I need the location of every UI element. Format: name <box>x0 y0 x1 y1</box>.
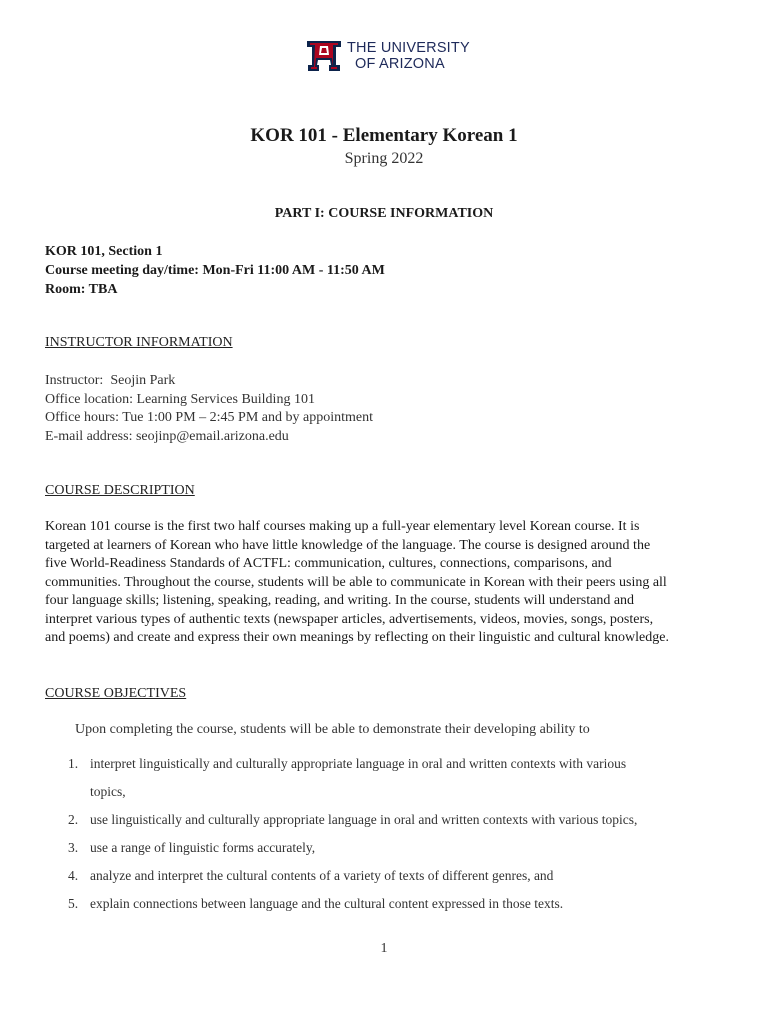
email-address: E-mail address: seojinp@email.arizona.edu <box>45 428 289 444</box>
objectives-intro: Upon completing the course, students will be able to demonstrate their developing ability to <box>75 722 590 737</box>
instructor-heading: INSTRUCTOR INFORMATION <box>45 335 233 350</box>
list-item <box>45 862 735 890</box>
logo-line-1: THE UNIVERSITY <box>347 40 470 56</box>
list-item <box>45 750 735 806</box>
description-line: five World-Readiness Standards of ACTFL: communication, cultures, connections, comparisons, and <box>45 556 612 571</box>
objectives-list <box>45 750 735 918</box>
description-line: Korean 101 course is the first two half courses making up a full-year elementary level Korean course. It is <box>45 519 640 534</box>
description-line: and poems) and create and express their own meanings by reflecting on their linguistic and cultural knowledge. <box>45 630 669 645</box>
description-line: communities. Throughout the course, students will be able to communicate in Korean with their peers using all <box>45 574 667 590</box>
document-subtitle: Spring 2022 <box>344 150 424 167</box>
course-section: KOR 101, Section 1 <box>45 244 163 259</box>
document-title: KOR 101 - Elementary Korean 1 <box>250 125 518 146</box>
list-number: 5. <box>68 896 79 911</box>
list-item <box>45 806 735 834</box>
list-number: 2. <box>68 812 79 827</box>
description-line: four language skills; listening, speaking, reading, and writing. In the course, students will understand and <box>45 593 635 608</box>
course-info-block <box>45 242 385 299</box>
logo-wordmark <box>347 40 470 72</box>
arizona-a-logo-icon <box>305 38 343 74</box>
list-number: 4. <box>68 868 79 883</box>
course-room: Room: TBA <box>45 282 118 297</box>
description-heading: COURSE DESCRIPTION <box>45 483 195 498</box>
course-meeting-time: Course meeting day/time: Mon-Fri 11:00 AM - 11:50 AM <box>45 263 385 278</box>
list-number: 1. <box>68 756 79 771</box>
list-item <box>45 890 735 918</box>
list-text: use linguistically and culturally appropriate language in oral and written contexts with various topics, <box>90 812 638 827</box>
university-logo <box>305 38 470 74</box>
part-heading: PART I: COURSE INFORMATION <box>274 206 494 221</box>
description-line: interpret various types of authentic texts (newspaper articles, advertisements, videos, movies, songs, posters, <box>45 611 654 627</box>
course-description <box>45 518 725 648</box>
office-location: Office location: Learning Services Building 101 <box>45 391 315 407</box>
instructor-name: Instructor: Seojin Park <box>45 373 176 388</box>
list-text-continuation: topics, <box>90 784 126 799</box>
description-line: targeted at learners of Korean who have little knowledge of the language. The course is designed around the <box>45 537 651 553</box>
page-number: 1 <box>380 941 388 956</box>
instructor-info <box>45 372 373 446</box>
list-text: analyze and interpret the cultural contents of a variety of texts of different genres, and <box>90 868 554 883</box>
list-item <box>45 834 735 862</box>
objectives-heading: COURSE OBJECTIVES <box>45 686 187 701</box>
office-hours: Office hours: Tue 1:00 PM – 2:45 PM and by appointment <box>45 410 373 425</box>
logo-line-2: OF ARIZONA <box>355 56 445 72</box>
list-text: explain connections between language and the cultural content expressed in those texts. <box>90 896 564 911</box>
list-number: 3. <box>68 840 79 855</box>
list-text <box>90 750 735 806</box>
list-text-line: interpret linguistically and culturally appropriate language in oral and written contexts with various <box>90 756 627 771</box>
list-text: use a range of linguistic forms accurately, <box>90 840 316 855</box>
